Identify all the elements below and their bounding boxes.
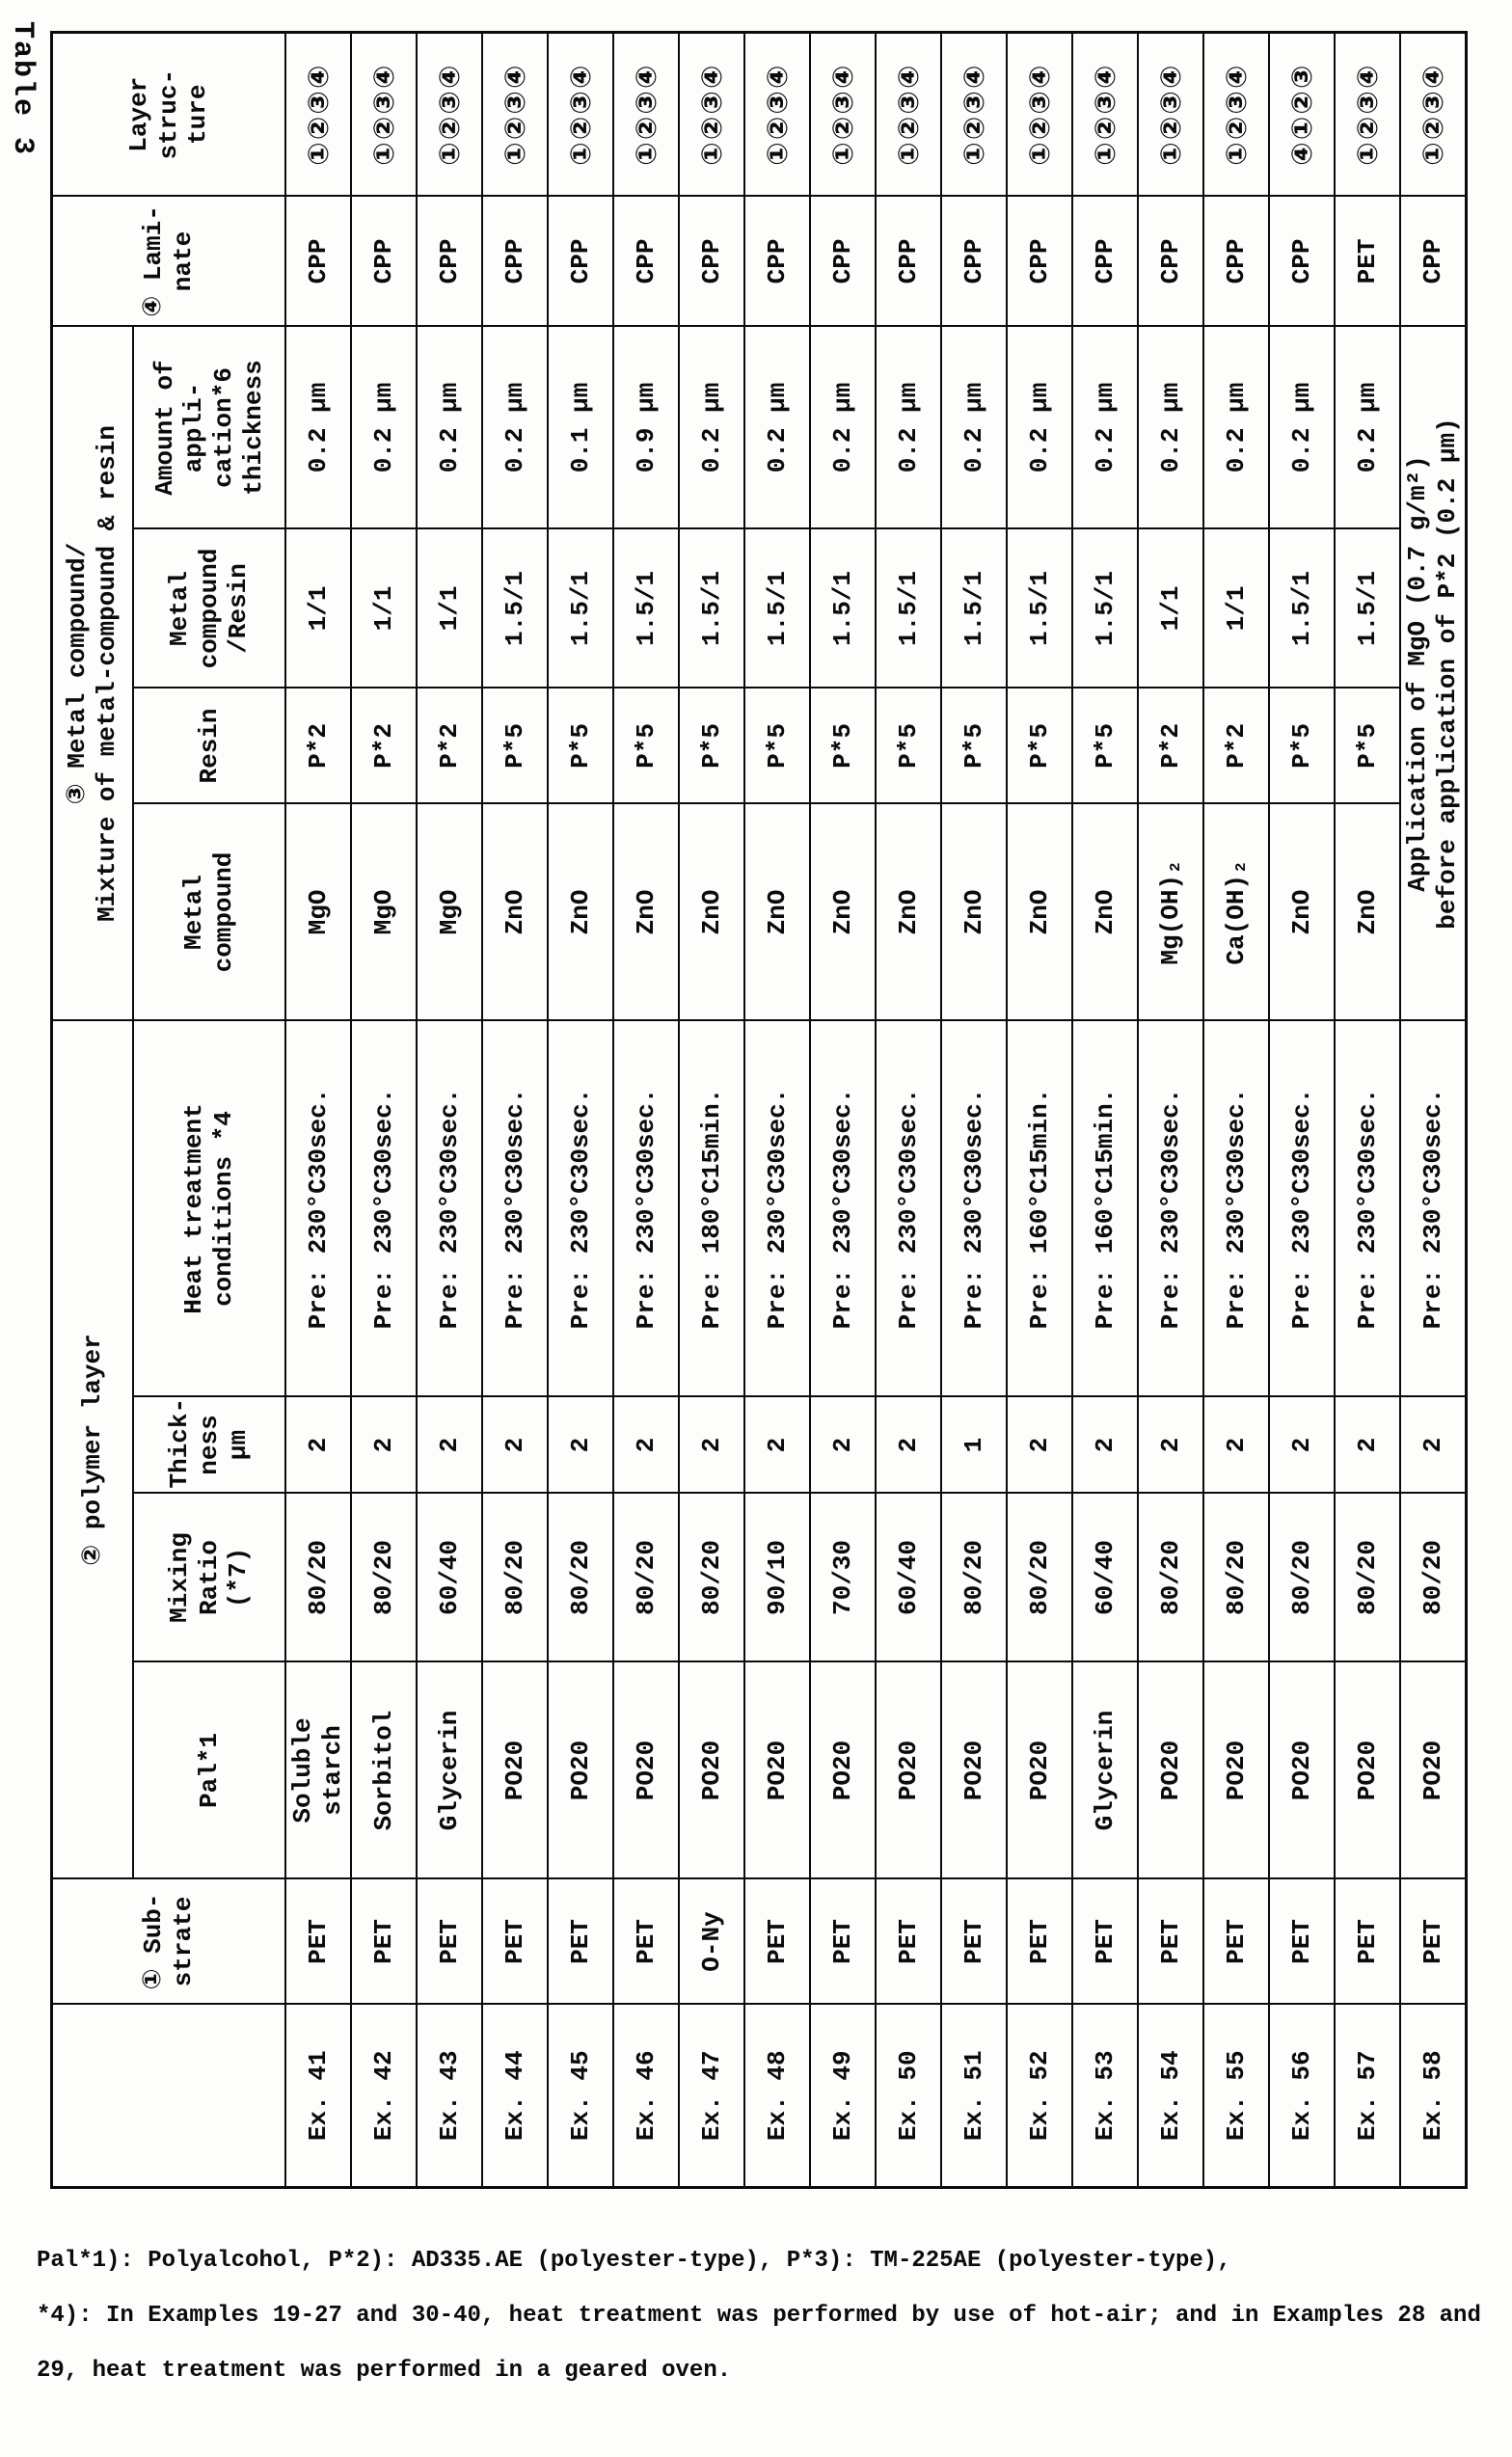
cell-layer-structure: ①②③④ [1400,32,1466,196]
cell-metal-compound: ZnO [482,803,548,1020]
table-row [876,32,941,2187]
cell-ex: Ex. 50 [876,2005,941,2188]
header-layer-structure: Layer struc- ture [52,32,286,196]
header-mixing-ratio: Mixing Ratio (*7) [133,1494,285,1662]
cell-ex: Ex. 41 [285,2005,351,2188]
cell-thickness: 2 [876,1397,941,1494]
table-row [1138,32,1203,2187]
cell-resin: P*5 [1072,688,1138,803]
cell-layer-structure: ①②③④ [876,32,941,196]
cell-metal-compound: MgO [285,803,351,1020]
cell-mixing-ratio: 80/20 [1007,1494,1072,1662]
header-pal: Pal*1 [133,1662,285,1879]
cell-laminate: CPP [1007,196,1072,326]
cell-laminate: CPP [1203,196,1269,326]
cell-thickness: 2 [679,1397,744,1494]
cell-layer-structure: ①②③④ [351,32,417,196]
cell-metal-compound-resin-ratio: 1.5/1 [941,528,1007,688]
cell-pal: PO20 [679,1662,744,1879]
cell-laminate: CPP [285,196,351,326]
table-row [1335,32,1400,2187]
cell-mixing-ratio: 80/20 [482,1494,548,1662]
cell-thickness: 1 [941,1397,1007,1494]
cell-substrate: PET [548,1879,613,2005]
cell-pal: PO20 [744,1662,810,1879]
cell-application-amount: 0.2 µm [285,326,351,528]
cell-thickness: 2 [1138,1397,1203,1494]
cell-mixing-ratio: 80/20 [1400,1494,1466,1662]
cell-laminate: CPP [744,196,810,326]
cell-mixing-ratio: 80/20 [1335,1494,1400,1662]
cell-resin: P*5 [679,688,744,803]
cell-metal-compound: Mg(OH)₂ [1138,803,1203,1020]
cell-thickness: 2 [548,1397,613,1494]
cell-heat-treatment: Pre: 230°C30sec. [1335,1020,1400,1396]
cell-mixing-ratio: 90/10 [744,1494,810,1662]
cell-metal-compound-resin-ratio: 1/1 [285,528,351,688]
cell-resin: P*2 [351,688,417,803]
table-body [285,32,1467,2187]
cell-ex: Ex. 46 [613,2005,679,2188]
cell-application-amount: 0.2 µm [1335,326,1400,528]
cell-thickness: 2 [351,1397,417,1494]
cell-metal-compound-resin-ratio: 1/1 [1138,528,1203,688]
header-ex [52,2005,286,2188]
table-row [548,32,613,2187]
header-application-amount: Amount of appli- cation*6 thickness [133,326,285,528]
cell-metal-compound: ZnO [679,803,744,1020]
cell-application-amount: 0.2 µm [1269,326,1335,528]
cell-mixing-ratio: 60/40 [417,1494,482,1662]
table-row [1400,32,1466,2187]
cell-substrate: PET [744,1879,810,2005]
cell-thickness: 2 [482,1397,548,1494]
cell-application-amount: 0.2 µm [744,326,810,528]
cell-substrate: PET [1007,1879,1072,2005]
cell-ex: Ex. 58 [1400,2005,1466,2188]
cell-laminate: CPP [1400,196,1466,326]
cell-mixing-ratio: 80/20 [1138,1494,1203,1662]
cell-substrate: PET [285,1879,351,2005]
cell-layer-structure: ④①②③ [1269,32,1335,196]
cell-layer-structure: ①②③④ [1138,32,1203,196]
cell-ex: Ex. 51 [941,2005,1007,2188]
cell-metal-compound-resin-ratio: 1.5/1 [482,528,548,688]
cell-application-amount: 0.2 µm [1203,326,1269,528]
data-table [50,31,1468,2189]
table-caption: Table 3 [6,21,39,157]
cell-metal-compound-resin-ratio: 1.5/1 [810,528,876,688]
cell-layer-structure: ①②③④ [285,32,351,196]
cell-mixing-ratio: 80/20 [1203,1494,1269,1662]
cell-ex: Ex. 45 [548,2005,613,2188]
table-header [52,32,286,2187]
cell-metal-compound-resin-ratio: 1.5/1 [1269,528,1335,688]
cell-layer-structure: ①②③④ [482,32,548,196]
cell-heat-treatment: Pre: 230°C30sec. [548,1020,613,1396]
cell-metal-compound: MgO [417,803,482,1020]
cell-resin: P*5 [1335,688,1400,803]
cell-metal-compound-resin-ratio: 1.5/1 [548,528,613,688]
cell-layer-structure: ①②③④ [941,32,1007,196]
cell-metal-compound: ZnO [876,803,941,1020]
cell-resin: P*2 [417,688,482,803]
cell-application-amount: 0.2 µm [1138,326,1203,528]
cell-layer-structure: ①②③④ [417,32,482,196]
cell-ex: Ex. 57 [1335,2005,1400,2188]
cell-resin: P*5 [744,688,810,803]
cell-laminate: CPP [548,196,613,326]
cell-metal-compound-resin-ratio: 1.5/1 [1007,528,1072,688]
cell-laminate: CPP [679,196,744,326]
table-row [679,32,744,2187]
cell-resin: P*2 [285,688,351,803]
cell-metal-compound-resin-ratio: 1.5/1 [679,528,744,688]
cell-pal: PO20 [1269,1662,1335,1879]
cell-laminate: CPP [613,196,679,326]
cell-application-amount: 0.2 µm [417,326,482,528]
cell-laminate: CPP [1072,196,1138,326]
cell-layer-structure: ①②③④ [548,32,613,196]
cell-heat-treatment: Pre: 230°C30sec. [876,1020,941,1396]
header-thickness: Thick- ness µm [133,1397,285,1494]
cell-ex: Ex. 47 [679,2005,744,2188]
cell-pal: PO20 [876,1662,941,1879]
cell-metal-compound: ZnO [1269,803,1335,1020]
cell-heat-treatment: Pre: 230°C30sec. [1203,1020,1269,1396]
cell-metal-compound-resin-ratio: 1.5/1 [876,528,941,688]
header-resin: Resin [133,688,285,803]
cell-ex: Ex. 54 [1138,2005,1203,2188]
cell-application-amount: 0.2 µm [679,326,744,528]
cell-metal-compound: ZnO [1007,803,1072,1020]
cell-thickness: 2 [613,1397,679,1494]
cell-thickness: 2 [285,1397,351,1494]
cell-pal: PO20 [1007,1662,1072,1879]
cell-mixing-ratio: 80/20 [285,1494,351,1662]
cell-resin: P*5 [1007,688,1072,803]
cell-substrate: PET [1269,1879,1335,2005]
cell-application-amount: 0.2 µm [1007,326,1072,528]
cell-metal-compound: Ca(OH)₂ [1203,803,1269,1020]
cell-substrate: PET [613,1879,679,2005]
cell-heat-treatment: Pre: 230°C30sec. [744,1020,810,1396]
cell-substrate: PET [351,1879,417,2005]
cell-metal-compound: ZnO [941,803,1007,1020]
cell-resin: P*5 [876,688,941,803]
cell-substrate: PET [876,1879,941,2005]
cell-metal-compound: ZnO [1335,803,1400,1020]
cell-thickness: 2 [1007,1397,1072,1494]
cell-heat-treatment: Pre: 230°C30sec. [417,1020,482,1396]
cell-heat-treatment: Pre: 230°C30sec. [613,1020,679,1396]
cell-substrate: PET [1335,1879,1400,2005]
cell-thickness: 2 [1335,1397,1400,1494]
cell-substrate: PET [1203,1879,1269,2005]
cell-metal-compound: ZnO [744,803,810,1020]
cell-application-amount: 0.2 µm [876,326,941,528]
cell-heat-treatment: Pre: 160°C15min. [1007,1020,1072,1396]
footnotes [37,2233,1493,2398]
cell-heat-treatment: Pre: 160°C15min. [1072,1020,1138,1396]
cell-ex: Ex. 42 [351,2005,417,2188]
cell-layer-structure: ①②③④ [1007,32,1072,196]
cell-pal: Glycerin [1072,1662,1138,1879]
table-row [417,32,482,2187]
header-polymer-layer-group: ② polymer layer [52,1020,134,1878]
cell-resin: P*5 [482,688,548,803]
cell-thickness: 2 [810,1397,876,1494]
cell-heat-treatment: Pre: 230°C30sec. [1400,1020,1466,1396]
cell-layer-structure: ①②③④ [1335,32,1400,196]
cell-metal-compound-resin-ratio: 1.5/1 [744,528,810,688]
cell-pal: PO20 [941,1662,1007,1879]
cell-pal: PO20 [1335,1662,1400,1879]
header-heat-treatment: Heat treatment conditions *4 [133,1020,285,1396]
cell-metal-compound-resin-ratio: 1/1 [417,528,482,688]
cell-application-amount: 0.2 µm [1072,326,1138,528]
cell-ex: Ex. 49 [810,2005,876,2188]
cell-mixing-ratio: 80/20 [351,1494,417,1662]
cell-laminate: CPP [941,196,1007,326]
cell-substrate: PET [1400,1879,1466,2005]
cell-metal-compound-resin-ratio: 1.5/1 [1335,528,1400,688]
cell-metal-compound: MgO [351,803,417,1020]
cell-resin: P*2 [1138,688,1203,803]
cell-application-amount: 0.2 µm [482,326,548,528]
cell-resin: P*5 [1269,688,1335,803]
cell-pal: Soluble starch [285,1662,351,1879]
cell-mixing-ratio: 70/30 [810,1494,876,1662]
cell-mixing-ratio: 80/20 [1269,1494,1335,1662]
cell-heat-treatment: Pre: 230°C30sec. [941,1020,1007,1396]
cell-mixing-ratio: 60/40 [876,1494,941,1662]
table-row [613,32,679,2187]
cell-ex: Ex. 56 [1269,2005,1335,2188]
cell-layer-structure: ①②③④ [679,32,744,196]
header-substrate: ① Sub- strate [52,1879,286,2005]
cell-thickness: 2 [1072,1397,1138,1494]
cell-pal: PO20 [1400,1662,1466,1879]
table-row [810,32,876,2187]
cell-thickness: 2 [1400,1397,1466,1494]
cell-thickness: 2 [1269,1397,1335,1494]
cell-metal-compound-resin-ratio: 1.5/1 [1072,528,1138,688]
cell-layer-structure: ①②③④ [810,32,876,196]
header-laminate: ④ Lami- nate [52,196,286,326]
table-row [482,32,548,2187]
header-metal-compound-group: ③ Metal compound/ Mixture of metal-compound & resin [52,326,134,1020]
table-row [285,32,351,2187]
cell-substrate: PET [1072,1879,1138,2005]
cell-pal: PO20 [1203,1662,1269,1879]
cell-thickness: 2 [744,1397,810,1494]
cell-pal: PO20 [482,1662,548,1879]
header-metal-compound: Metal compound [133,803,285,1020]
cell-laminate: CPP [1138,196,1203,326]
table-row [1203,32,1269,2187]
cell-laminate: PET [1335,196,1400,326]
cell-heat-treatment: Pre: 230°C30sec. [482,1020,548,1396]
cell-mixing-ratio: 80/20 [548,1494,613,1662]
table-row [1072,32,1138,2187]
cell-resin: P*5 [613,688,679,803]
cell-substrate: PET [417,1879,482,2005]
cell-metal-compound-resin-ratio: 1/1 [1203,528,1269,688]
header-row-groups [52,32,134,2187]
footnote-line: Pal*1): Polyalcohol, P*2): AD335.AE (polyester-type), P*3): TM-225AE (polyester-type), [37,2248,1231,2274]
cell-pal: PO20 [548,1662,613,1879]
cell-ex: Ex. 52 [1007,2005,1072,2188]
cell-layer-structure: ①②③④ [613,32,679,196]
cell-layer-structure: ①②③④ [1072,32,1138,196]
cell-mixing-ratio: 80/20 [679,1494,744,1662]
footnote-line: *4): In Examples 19-27 and 30-40, heat treatment was performed by use of hot-air; and in Examples 28 and [37,2303,1481,2329]
cell-pal: Glycerin [417,1662,482,1879]
cell-thickness: 2 [1203,1397,1269,1494]
cell-application-amount: 0.9 µm [613,326,679,528]
table-row [1007,32,1072,2187]
cell-resin: P*5 [810,688,876,803]
cell-heat-treatment: Pre: 230°C30sec. [810,1020,876,1396]
cell-metal-compound: ZnO [810,803,876,1020]
cell-laminate: CPP [876,196,941,326]
cell-heat-treatment: Pre: 230°C30sec. [351,1020,417,1396]
cell-application-amount: 0.2 µm [351,326,417,528]
cell-pal: PO20 [613,1662,679,1879]
cell-laminate: CPP [1269,196,1335,326]
header-row-subcolumns [133,32,285,2187]
footnote-line: 29, heat treatment was performed in a geared oven. [37,2358,732,2384]
cell-ex: Ex. 55 [1203,2005,1269,2188]
cell-ex: Ex. 43 [417,2005,482,2188]
cell-mixing-ratio: 80/20 [613,1494,679,1662]
cell-heat-treatment: Pre: 180°C15min. [679,1020,744,1396]
cell-heat-treatment: Pre: 230°C30sec. [1269,1020,1335,1396]
cell-metal-application-note: Application of MgO (0.7 g/m²) before application of P*2 (0.2 µm) [1400,326,1466,1020]
header-metal-compound-resin-ratio: Metal compound /Resin [133,528,285,688]
cell-heat-treatment: Pre: 230°C30sec. [285,1020,351,1396]
cell-pal: PO20 [810,1662,876,1879]
cell-resin: P*5 [548,688,613,803]
table-row [1269,32,1335,2187]
cell-resin: P*2 [1203,688,1269,803]
table-row [351,32,417,2187]
cell-substrate: PET [1138,1879,1203,2005]
cell-metal-compound: ZnO [613,803,679,1020]
cell-mixing-ratio: 60/40 [1072,1494,1138,1662]
cell-layer-structure: ①②③④ [744,32,810,196]
table-row [941,32,1007,2187]
cell-laminate: CPP [417,196,482,326]
cell-pal: PO20 [1138,1662,1203,1879]
table-row [744,32,810,2187]
cell-application-amount: 0.2 µm [941,326,1007,528]
cell-pal: Sorbitol [351,1662,417,1879]
cell-layer-structure: ①②③④ [1203,32,1269,196]
rotated-table-container [50,34,1497,2189]
cell-laminate: CPP [810,196,876,326]
cell-substrate: O-Ny [679,1879,744,2005]
cell-thickness: 2 [417,1397,482,1494]
cell-laminate: CPP [351,196,417,326]
cell-application-amount: 0.1 µm [548,326,613,528]
cell-metal-compound-resin-ratio: 1.5/1 [613,528,679,688]
cell-mixing-ratio: 80/20 [941,1494,1007,1662]
cell-metal-compound: ZnO [548,803,613,1020]
cell-substrate: PET [482,1879,548,2005]
cell-ex: Ex. 53 [1072,2005,1138,2188]
cell-ex: Ex. 44 [482,2005,548,2188]
cell-substrate: PET [941,1879,1007,2005]
cell-application-amount: 0.2 µm [810,326,876,528]
cell-laminate: CPP [482,196,548,326]
cell-substrate: PET [810,1879,876,2005]
cell-heat-treatment: Pre: 230°C30sec. [1138,1020,1203,1396]
cell-metal-compound: ZnO [1072,803,1138,1020]
cell-metal-compound-resin-ratio: 1/1 [351,528,417,688]
cell-resin: P*5 [941,688,1007,803]
cell-ex: Ex. 48 [744,2005,810,2188]
